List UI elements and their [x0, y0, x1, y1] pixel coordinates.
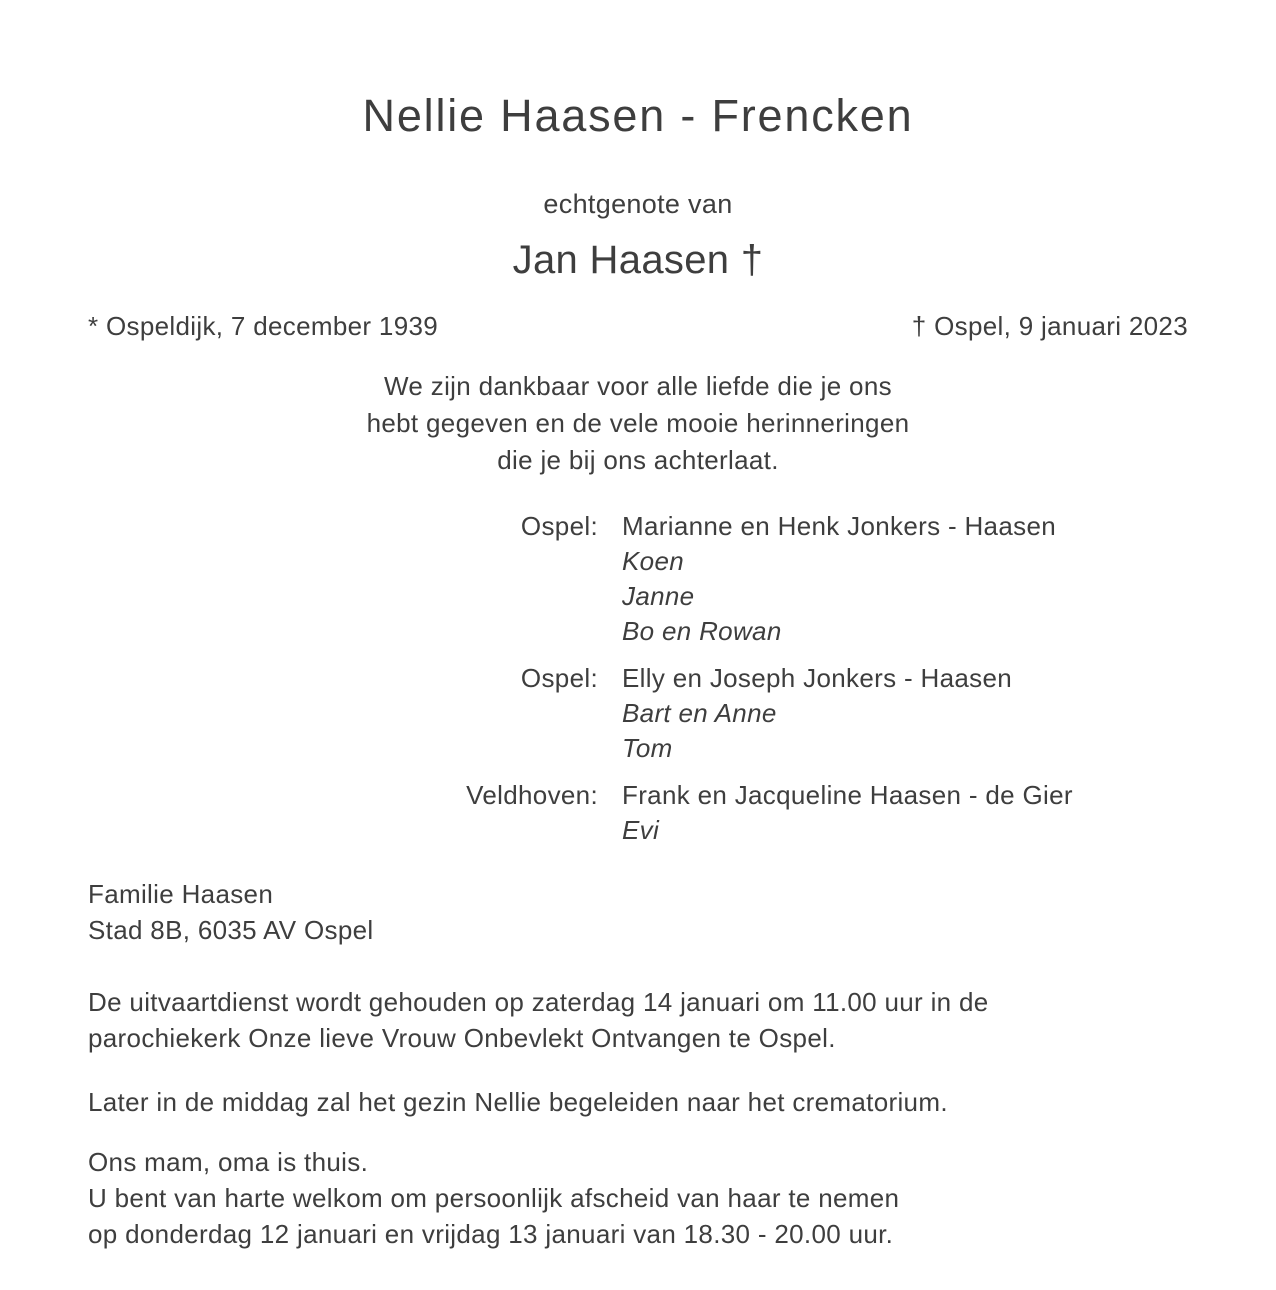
- family-row: [88, 661, 1188, 696]
- family-child: Tom: [622, 733, 673, 764]
- address-line: Stad 8B, 6035 AV Ospel: [88, 915, 374, 946]
- birth-info: * Ospeldijk, 7 december 1939: [88, 311, 439, 342]
- visitation-line: U bent van harte welkom om persoonlijk afscheid van haar te nemen: [88, 1183, 900, 1214]
- visitation-info: [88, 1144, 1188, 1252]
- family-head: Frank en Jacqueline Haasen - de Gier: [622, 780, 1073, 811]
- service-line: parochiekerk Onze lieve Vrouw Onbevlekt Ontvangen te Ospel.: [88, 1023, 836, 1054]
- family-child: Bo en Rowan: [622, 616, 782, 647]
- service-info: [88, 984, 1188, 1056]
- tribute-line: We zijn dankbaar voor alle liefde die je ons: [384, 371, 892, 402]
- deceased-name: Nellie Haasen - Frencken: [362, 90, 914, 141]
- family-child: Evi: [622, 815, 660, 846]
- crematorium-line: Later in de middag zal het gezin Nellie begeleiden naar het crematorium.: [88, 1087, 948, 1118]
- family-address: [88, 876, 1188, 948]
- spouse-name: Jan Haasen †: [512, 238, 764, 283]
- dates-row: [88, 308, 1188, 344]
- tribute-line: hebt gegeven en de vele mooie herinneringen: [366, 408, 910, 439]
- family-child: Janne: [622, 581, 695, 612]
- family-child: Koen: [622, 546, 685, 577]
- family-head: Elly en Joseph Jonkers - Haasen: [622, 663, 1013, 694]
- service-line: De uitvaartdienst wordt gehouden op zaterdag 14 januari om 11.00 uur in de: [88, 987, 989, 1018]
- family-row: [88, 778, 1188, 813]
- address-line: Familie Haasen: [88, 879, 274, 910]
- family-head: Marianne en Henk Jonkers - Haasen: [622, 511, 1056, 542]
- family-row: [88, 696, 1188, 731]
- family-child: Bart en Anne: [622, 698, 777, 729]
- family-list: [88, 509, 1188, 848]
- family-row: [88, 579, 1188, 614]
- visitation-line: op donderdag 12 januari en vrijdag 13 januari van 18.30 - 20.00 uur.: [88, 1219, 894, 1250]
- death-info: † Ospel, 9 januari 2023: [911, 311, 1188, 342]
- family-place: Ospel:: [520, 511, 598, 542]
- crematorium-info: [88, 1084, 1188, 1120]
- family-row: [88, 509, 1188, 544]
- family-place: Veldhoven:: [466, 780, 598, 811]
- family-group: [88, 509, 1188, 649]
- family-row: [88, 813, 1188, 848]
- family-group: [88, 778, 1188, 848]
- family-row: [88, 614, 1188, 649]
- tribute-verse: [88, 368, 1188, 479]
- tribute-line: die je bij ons achterlaat.: [497, 445, 779, 476]
- family-row: [88, 544, 1188, 579]
- family-place: Ospel:: [520, 663, 598, 694]
- family-group: [88, 661, 1188, 766]
- visitation-line: Ons mam, oma is thuis.: [88, 1147, 369, 1178]
- relation-label: echtgenote van: [543, 188, 733, 219]
- family-row: [88, 731, 1188, 766]
